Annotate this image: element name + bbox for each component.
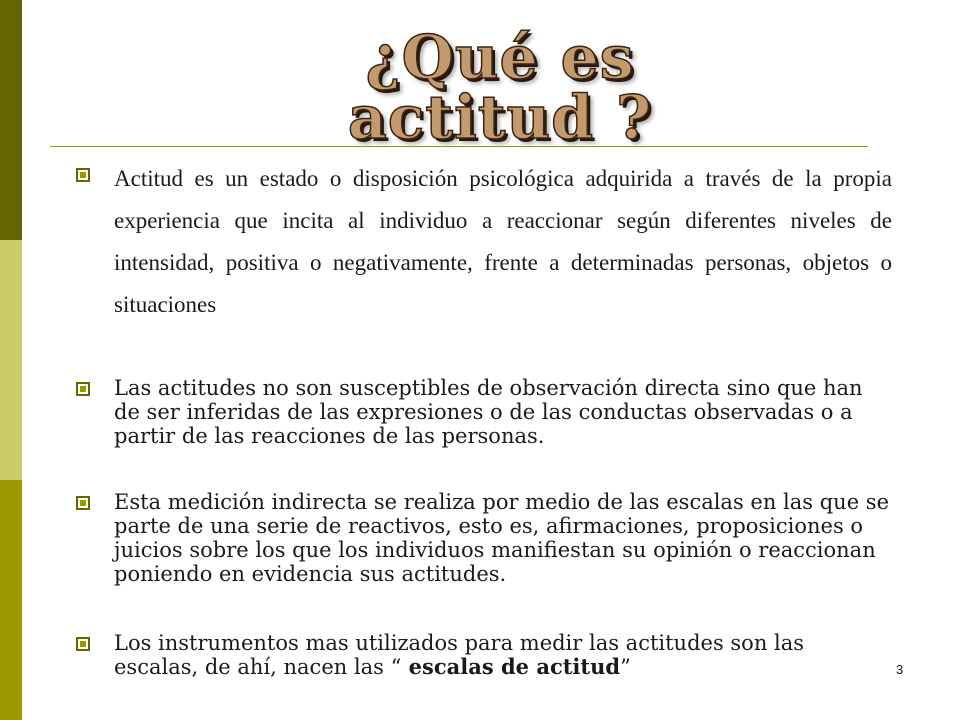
square-bullet-icon [76, 496, 90, 510]
bullet-item-measurement: Esta medición indirecta se realiza por medio de las escalas en las que se parte de una serie de reactivos, esto es, afirmaciones, proposiciones o juicios sobre los que los individuos manifiestan su opinión o reaccionan poniendo en evidencia sus actitudes. [114, 490, 890, 586]
side-band-light [0, 240, 22, 480]
bullet-item-observation: Las actitudes no son susceptibles de observación directa sino que han de ser inferidas de las expresiones o de las conductas observadas o a partir de las reacciones de las personas. [114, 376, 863, 448]
square-bullet-icon [76, 382, 90, 396]
square-bullet-icon [76, 637, 90, 651]
bullet-text-bold-term: escalas de actitud [401, 654, 621, 679]
side-band-dark [0, 0, 22, 240]
bullet-item-definition: Actitud es un estado o disposición psicológica adquirida a través de la propia experiencia que incita al individuo a reaccionar según diferentes niveles de intensidad, positiva o negativamente, frente a determinadas personas, objetos o situaciones [114, 166, 892, 317]
bullet-item-instruments [114, 631, 892, 679]
slide-title: ¿Qué es actitud ? [347, 23, 653, 153]
bullet-text-prefix: Los instrumentos mas utilizados para medir las actitudes son las escalas, de ahí, nacen las “ [114, 631, 805, 679]
title-divider [50, 146, 868, 147]
bullet-text-suffix: ” [620, 655, 631, 679]
side-band-olive [0, 480, 22, 720]
page-number: 3 [896, 662, 904, 677]
square-bullet-icon [76, 168, 90, 182]
